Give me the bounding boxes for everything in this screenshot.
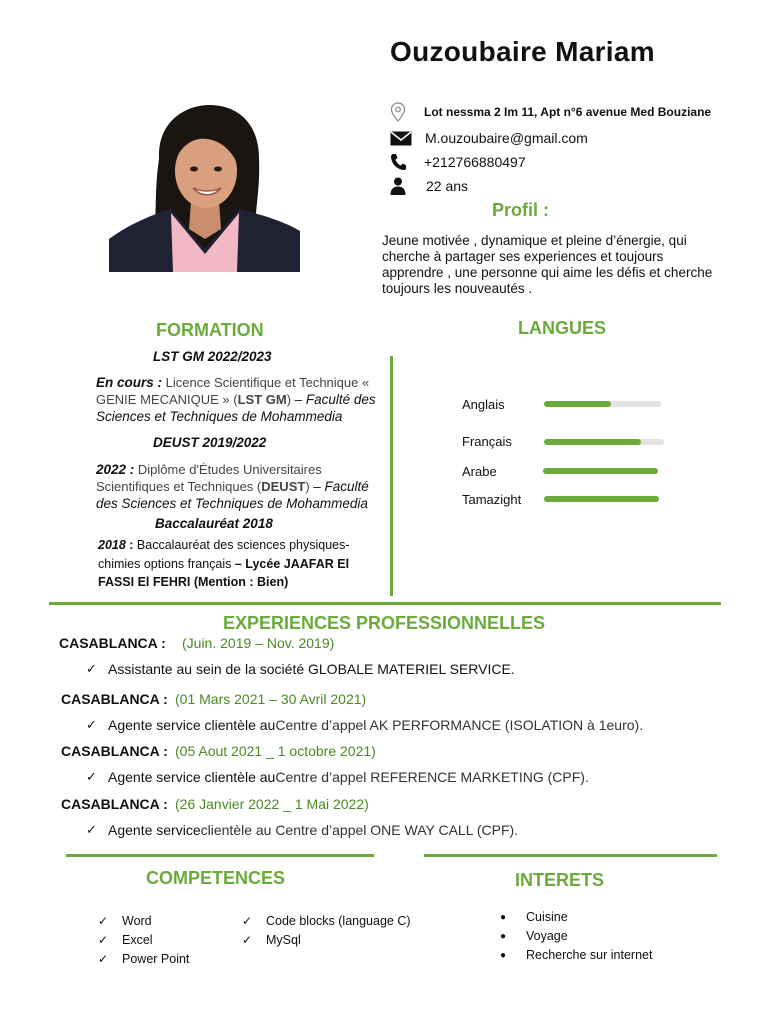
language-bar-fill — [543, 468, 658, 474]
interest-item: ● Recherche sur internet — [500, 948, 653, 962]
language-bar-arabe — [543, 468, 658, 474]
phone-icon — [390, 152, 414, 172]
interets-heading: INTERETS — [515, 870, 605, 890]
experience-city: CASABLANCA : — [61, 796, 168, 812]
section-divider — [424, 854, 717, 857]
check-icon: ✓ — [86, 661, 97, 676]
language-bar-fill — [544, 496, 659, 502]
skill-item: ✓ Word — [98, 914, 152, 928]
language-bar-anglais — [544, 401, 661, 407]
section-divider — [49, 602, 721, 605]
experience-date: (Juin. 2019 – Nov. 2019) — [182, 635, 335, 651]
bullet-icon: ● — [500, 949, 507, 961]
column-divider — [390, 356, 393, 596]
formation-heading: FORMATION — [156, 320, 264, 340]
experience-task: ✓ Agente service clientèle au Centre d’appel REFERENCE MARKETING (CPF). — [86, 769, 589, 785]
age-row — [390, 175, 468, 197]
formation-entry-body: 2018 : Baccalauréat des sciences physiques-chimies options français – Lycée JAAFAR El FASSI El FEHRI (Mention : Bien) — [98, 538, 350, 589]
language-bar-fill — [544, 439, 641, 445]
person-icon — [390, 176, 414, 196]
profil-text: Jeune motivée , dynamique et pleine d’énergie, qui cherche à partager ses experiences et toujours apprendre , une personne qui aime les défis et cherche toujours les nouveautés . — [382, 233, 713, 296]
location-pin-icon — [390, 102, 414, 122]
envelope-icon — [390, 128, 414, 148]
check-icon: ✓ — [242, 933, 253, 947]
check-icon: ✓ — [86, 717, 97, 732]
interest-item: ● Cuisine — [500, 910, 568, 924]
skill-item: ✓ Excel — [98, 933, 153, 947]
experience-task: ✓ Agente service clientèle au Centre d’appel ONE WAY CALL (CPF). — [86, 822, 519, 838]
candidate-name: Ouzoubaire Mariam — [390, 36, 655, 67]
address-row — [390, 101, 711, 123]
email-link[interactable]: M.ouzoubaire@gmail.com — [425, 130, 588, 146]
check-icon: ✓ — [98, 952, 109, 966]
bullet-icon: ● — [500, 930, 507, 942]
language-bar-fill — [544, 401, 611, 407]
skill-item: ✓ Code blocks (language C) — [242, 914, 411, 928]
experience-task: ✓ Assistante au sein de la société GLOBALE MATERIEL SERVICE. — [86, 661, 515, 677]
phone-text: +212766880497 — [424, 154, 526, 170]
check-icon: ✓ — [242, 914, 253, 928]
language-label: Tamazight — [462, 492, 522, 507]
check-icon: ✓ — [98, 914, 109, 928]
formation-entry-heading: Baccalauréat 2018 — [155, 516, 273, 531]
experience-date: (26 Janvier 2022 _ 1 Mai 2022) — [175, 796, 369, 812]
experience-date: (05 Aout 2021 _ 1 octobre 2021) — [175, 743, 376, 759]
section-divider — [66, 854, 374, 857]
language-label: Anglais — [462, 397, 505, 412]
bullet-icon: ● — [500, 911, 507, 923]
language-label: Arabe — [462, 464, 497, 479]
skill-item: ✓ Power Point — [98, 952, 190, 966]
profile-photo — [109, 89, 300, 272]
skill-item: ✓ MySql — [242, 933, 301, 947]
check-icon: ✓ — [98, 933, 109, 947]
language-bar-tamazight — [544, 496, 659, 502]
address-text: Lot nessma 2 Im 11, Apt n°6 avenue Med Bouziane — [424, 105, 712, 119]
langues-heading: LANGUES — [518, 318, 607, 338]
formation-entry-body: 2022 : Diplôme d'Études Universitaires Scientifiques et Techniques (DEUST) – Faculté des Sciences et Techniques de Mohammedia — [96, 462, 369, 511]
experience-city: CASABLANCA : — [59, 635, 166, 651]
formation-entry-heading: LST GM 2022/2023 — [153, 349, 272, 364]
formation-entry-heading: DEUST 2019/2022 — [153, 435, 267, 450]
experience-city: CASABLANCA : — [61, 743, 168, 759]
experience-city: CASABLANCA : — [61, 691, 168, 707]
email-row — [390, 127, 588, 149]
experiences-heading: EXPERIENCES PROFESSIONNELLES — [223, 613, 546, 633]
formation-entry-body: En cours : Licence Scientifique et Technique « GENIE MECANIQUE » (LST GM) – Faculté des Sciences et Techniques de Mohammedia — [96, 375, 376, 424]
check-icon: ✓ — [86, 822, 97, 837]
interest-item: ● Voyage — [500, 929, 568, 943]
language-bar-francais — [544, 439, 664, 445]
phone-row — [390, 151, 526, 173]
experience-task: ✓ Agente service clientèle au Centre d’appel AK PERFORMANCE (ISOLATION à 1euro). — [86, 717, 644, 733]
check-icon: ✓ — [86, 769, 97, 784]
profil-heading: Profil : — [492, 200, 549, 220]
competences-heading: COMPETENCES — [146, 868, 286, 888]
experience-date: (01 Mars 2021 – 30 Avril 2021) — [175, 691, 367, 707]
language-label: Français — [462, 434, 512, 449]
age-text: 22 ans — [426, 178, 469, 194]
